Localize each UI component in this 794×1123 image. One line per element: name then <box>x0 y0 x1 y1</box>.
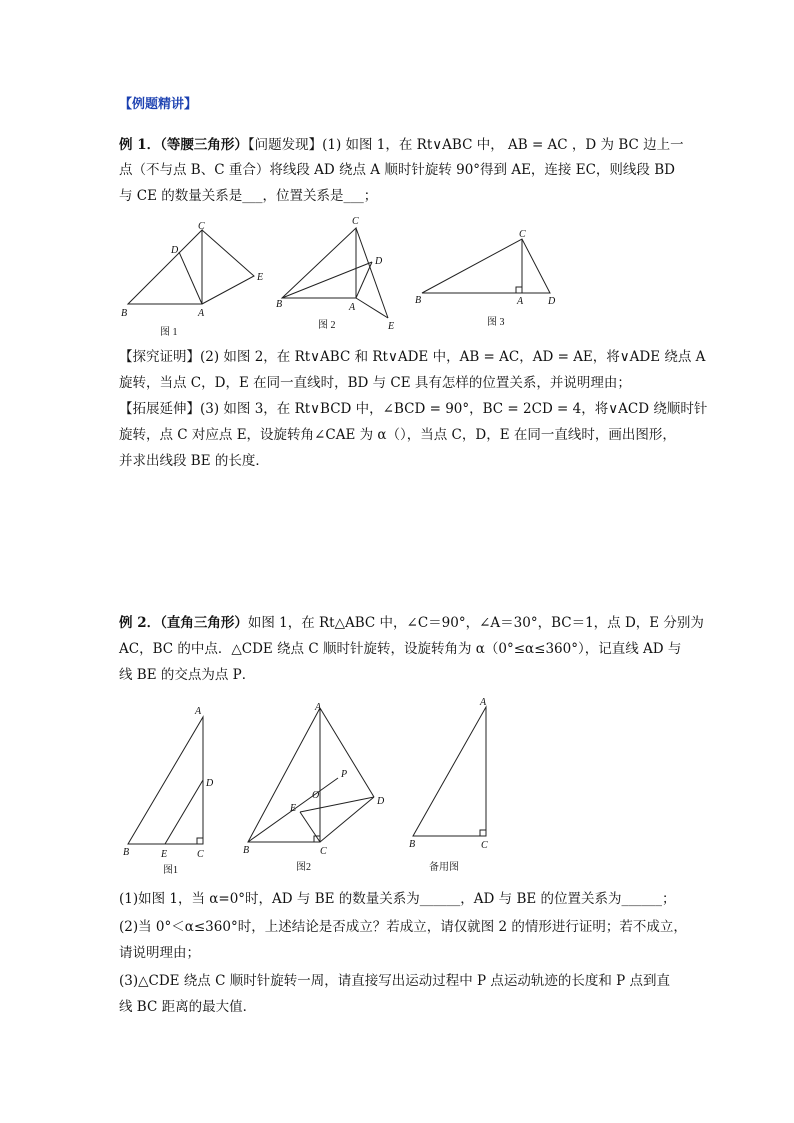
ex2-fig3-point-c: C <box>481 840 488 851</box>
example-2-question-3-line-2: 线 BC 距离的最大值． <box>119 999 257 1015</box>
ex1-fig3-point-c: C <box>519 229 526 240</box>
ex1-fig3-point-b: B <box>415 295 422 306</box>
example-2-question-2-line-1: (2)当 0°＜α≤360°时，上述结论是否成立？若成立，请仅就图 2 的情形进行证明；若不成立， <box>119 919 687 935</box>
ex2-fig3-right-angle-mark <box>480 830 486 836</box>
ex1-fig3-triangle-bcd <box>422 239 550 293</box>
ex2-fig2-segment-cd <box>320 797 374 842</box>
ex2-figure-1 <box>118 700 228 880</box>
example-1-part-2-line-2: 旋转，当点 C，D，E 在同一直线时，BD 与 CE 具有怎样的位置关系，并说明理由； <box>119 375 631 391</box>
ex2-figure-spare <box>404 694 514 879</box>
ex2-fig3-point-b: B <box>409 839 416 850</box>
ex2-fig2-point-c: C <box>320 846 327 857</box>
ex1-fig1-point-d: D <box>171 245 179 256</box>
ex2-fig2-segment-ce <box>300 812 320 842</box>
ex1-fig3-caption: 图 3 <box>487 317 505 328</box>
ex2-fig1-triangle-abc <box>128 717 203 844</box>
ex2-fig1-caption: 图1 <box>163 865 178 876</box>
example-2-question-2-line-2: 请说明理由； <box>119 945 200 961</box>
ex1-fig2-segment-cde <box>356 228 388 318</box>
ex2-fig2-line-ad <box>320 708 374 797</box>
ex1-fig2-point-b: B <box>276 299 283 310</box>
ex2-fig2-point-o: O <box>312 790 320 801</box>
ex1-fig1-point-a: A <box>198 308 205 319</box>
ex1-fig1-path-ceae <box>202 230 254 304</box>
example-1-line-3: 与 CE 的数量关系是___，位置关系是___； <box>119 188 378 204</box>
ex1-fig2-segment-ae <box>356 298 388 318</box>
example-2-line-1 <box>119 614 704 632</box>
example-1-line-1 <box>119 136 684 154</box>
example-2-question-1: (1)如图 1，当 α=0°时，AD 与 BE 的数量关系为______，AD 与 BE 的位置关系为______； <box>119 891 676 907</box>
example-1-part-2-line-1: 【探究证明】(2) 如图 2，在 Rt∨ABC 和 Rt∨ADE 中，AB = AC，AD = AE，将∨ADE 绕点 A <box>119 349 706 365</box>
ex1-fig2-point-e: E <box>388 321 395 332</box>
example-1-part-3-line-3: 并求出线段 BE 的长度． <box>119 453 269 469</box>
ex2-fig2-point-b: B <box>243 845 250 856</box>
example-2-question-3-line-1: (3)△CDE 绕点 C 顺时针旋转一周，请直接写出运动过程中 P 点运动轨迹的长度和 P 点到直 <box>119 973 671 989</box>
ex2-fig1-segment-ed <box>165 780 203 844</box>
ex1-fig3-point-d: D <box>548 296 556 307</box>
ex2-fig3-caption: 备用图 <box>429 862 459 873</box>
ex1-fig2-triangle-abc <box>282 228 356 298</box>
ex2-fig1-point-a: A <box>195 706 202 717</box>
example-1-part-3-line-1: 【拓展延伸】(3) 如图 3，在 Rt∨BCD 中，∠BCD = 90°，BC = 2CD = 4，将∨ACD 绕顺时针 <box>119 401 708 417</box>
ex1-figure-1 <box>118 218 278 343</box>
ex1-fig2-point-c: C <box>352 216 359 227</box>
ex1-fig2-point-d: D <box>375 256 383 267</box>
ex1-fig1-point-c: C <box>198 221 205 232</box>
ex1-fig1-segment-ad <box>179 252 202 304</box>
example-1-part-3-line-2: 旋转，点 C 对应点 E，设旋转角∠CAE 为 α（），当点 C，D，E 在同一直线时，画出图形， <box>119 427 676 443</box>
ex2-fig1-point-b: B <box>123 847 130 858</box>
ex1-fig2-caption: 图 2 <box>318 320 336 331</box>
ex2-fig2-point-d: D <box>377 796 385 807</box>
ex2-fig1-right-angle-mark <box>197 838 203 844</box>
ex2-fig1-point-c: C <box>197 849 204 860</box>
example-1-line-2: 点（不与点 B、C 重合）将线段 AD 绕点 A 顺时针旋转 90°得到 AE，连接 EC，则线段 BD <box>119 162 675 178</box>
ex1-figure-3 <box>412 226 572 336</box>
ex2-fig2-caption: 图2 <box>296 862 311 873</box>
example-2-intro-text: 如图 1，在 Rt△ABC 中，∠C＝90°，∠A＝30°，BC＝1，点 D，E 分别为 <box>247 615 704 631</box>
ex2-fig3-triangle-abc <box>413 707 486 836</box>
ex2-fig2-point-a: A <box>315 702 322 713</box>
ex2-fig3-point-a: A <box>480 697 487 708</box>
ex1-fig1-point-e: E <box>257 272 264 283</box>
example-2-heading: 例 2．（直角三角形） <box>119 615 248 631</box>
ex2-figure-2 <box>238 700 398 880</box>
ex2-fig2-point-e: E <box>290 803 297 814</box>
section-title: 【例题精讲】 <box>119 97 198 112</box>
ex2-fig1-point-d: D <box>206 778 214 789</box>
ex1-fig2-point-a: A <box>349 302 356 313</box>
ex1-fig1-triangle-abc <box>128 230 202 304</box>
example-2-line-3: 线 BE 的交点为点 P． <box>119 667 256 683</box>
ex2-fig1-point-e: E <box>161 849 168 860</box>
ex2-fig2-point-p: P <box>341 769 348 780</box>
ex1-fig3-right-angle-mark <box>516 287 522 293</box>
ex1-figure-2 <box>272 212 402 337</box>
ex1-fig1-caption: 图 1 <box>160 327 178 338</box>
example-1-heading: 例 1．（等腰三角形） <box>119 137 248 153</box>
example-1-part-1-text: 【问题发现】(1) 如图 1，在 Rt∨ABC 中， AB = AC ，D 为 BC 边上一 <box>247 137 684 153</box>
ex2-fig2-triangle-abc <box>248 708 320 842</box>
ex1-fig1-point-b: B <box>121 308 128 319</box>
ex1-fig3-point-a: A <box>517 296 524 307</box>
example-2-line-2: AC，BC 的中点．△CDE 绕点 C 顺时针旋转，设旋转角为 α（0°≤α≤360°），记直线 AD 与 <box>119 641 682 657</box>
